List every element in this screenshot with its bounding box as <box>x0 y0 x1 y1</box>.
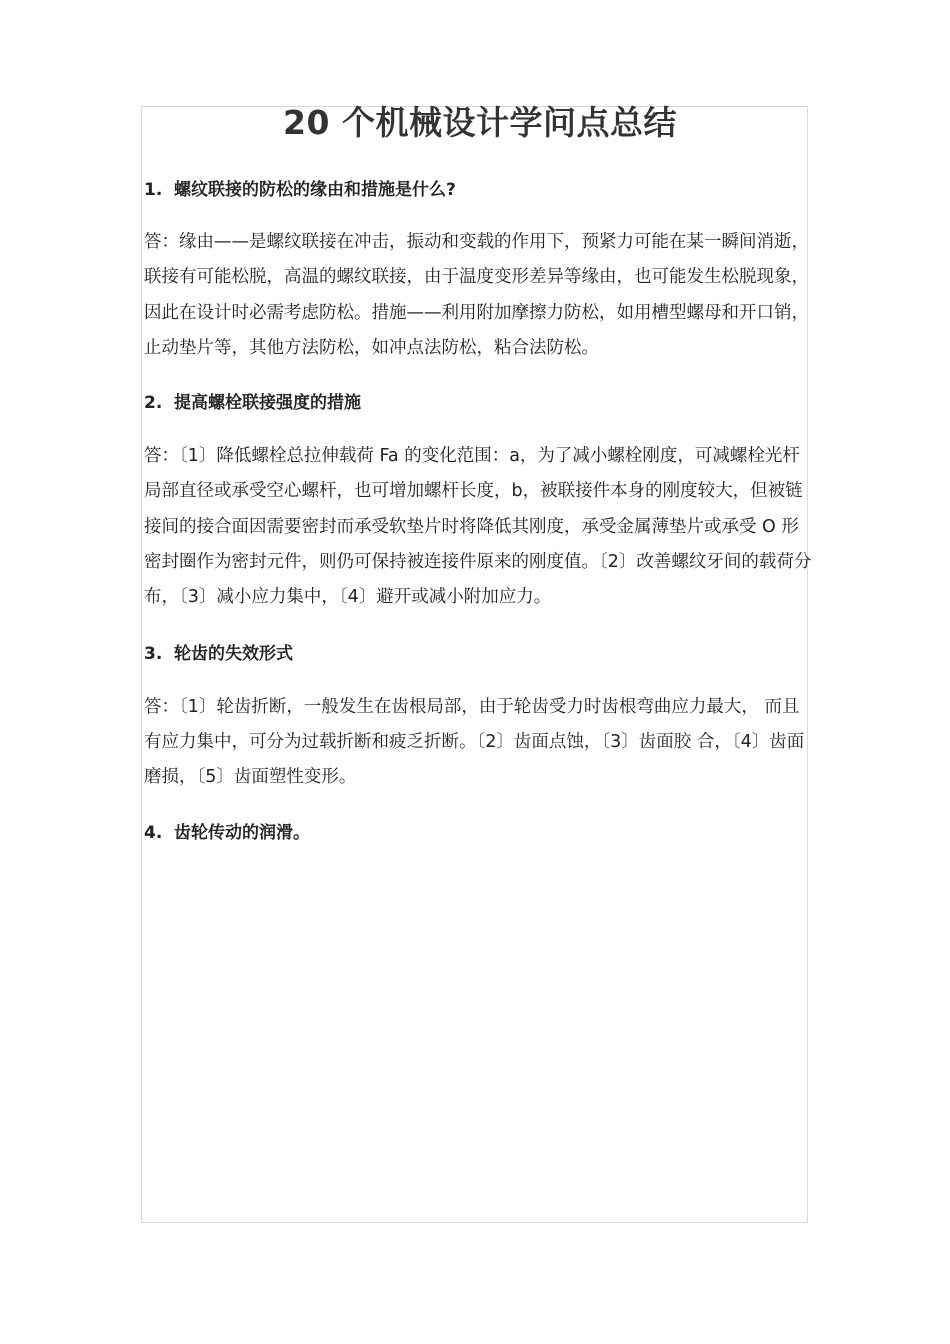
question-heading-2 <box>144 391 816 415</box>
question-heading-3 <box>144 642 816 666</box>
question-number-4: 4. <box>144 822 163 843</box>
question-section-1 <box>144 178 816 366</box>
answer-text-1: 答：缘由——是螺纹联接在冲击，振动和变载的作用下，预紧力可能在某一瞬间消逝，联接有可能松脱，高温的螺纹联接，由于温度变形差异等缘由，也可能发生松脱现象，因此在设计时必需考虑防松。措施——利用附加摩擦力防松，如用槽型螺母和开口销，止动垫片等，其他方法防松，如冲点法防松，粘合法防松。 <box>144 232 809 358</box>
question-heading-1 <box>144 178 816 202</box>
answer-text-3: 答：〔1〕轮齿折断，一般发生在齿根局部，由于轮齿受力时齿根弯曲应力最大， 而且有应力集中，可分为过载折断和疲乏折断。〔2〕齿面点蚀，〔3〕齿面胶 合，〔4〕齿面磨损，〔5〕齿面塑性变形。 <box>144 696 805 788</box>
question-text-4: 齿轮传动的润滑。 <box>174 822 310 843</box>
question-section-2 <box>144 391 816 615</box>
question-section-3 <box>144 642 816 796</box>
question-heading-4 <box>144 821 816 845</box>
document-body <box>144 100 816 845</box>
question-section-4 <box>144 821 816 845</box>
answer-text-2: 答：〔1〕降低螺栓总拉伸载荷 Fa 的变化范围：a，为了减小螺栓刚度，可减螺栓光杆局部直径或承受空心螺杆，也可增加螺杆长度，b，被联接件本身的刚度较大，但被链接间的接合面因需要密封而承受软垫片时将降低其刚度，承受金属薄垫片或承受 O 形密封圈作为密封元件，则仍可保持被连接件原来的刚度值。〔2〕改善螺纹牙间的载荷分布，〔3〕减小应力集中，〔4〕避开或减小附加应力。 <box>144 446 812 608</box>
question-text-3: 轮齿的失效形式 <box>174 643 293 664</box>
question-text-1: 螺纹联接的防松的缘由和措施是什么? <box>174 180 456 200</box>
question-number-1: 1. <box>144 180 163 200</box>
question-text-2: 提高螺栓联接强度的措施 <box>174 393 361 414</box>
question-number-3: 3. <box>144 643 163 664</box>
question-number-2: 2. <box>144 393 163 414</box>
document-title: 20 个机械设计学问点总结 <box>283 103 677 142</box>
